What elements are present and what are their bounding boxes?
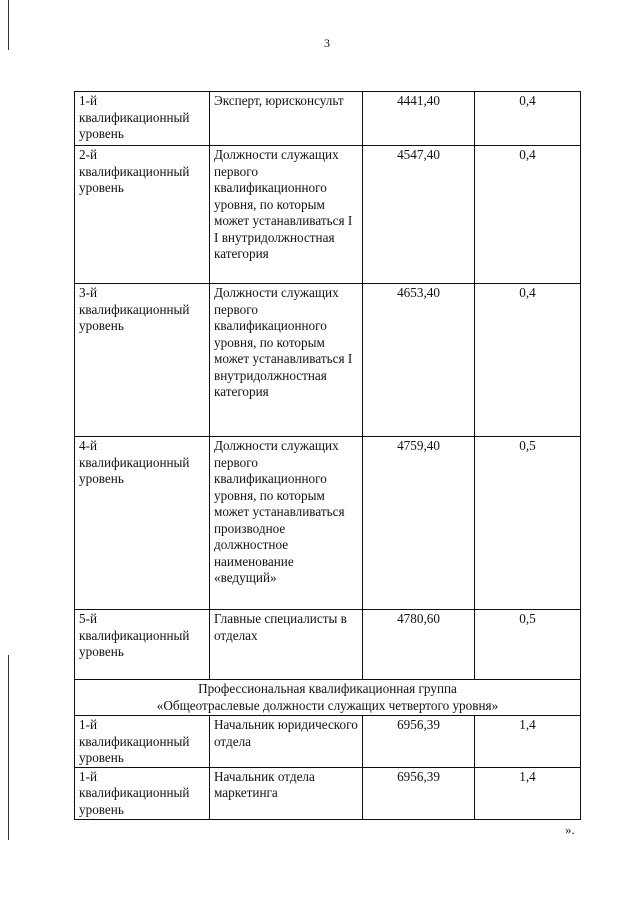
coefficient-cell: 0,5: [475, 437, 581, 610]
position-cell: Должности служащих первого квалификационного уровня, по которым может устанавливаться I I внутридолжностная категория: [210, 146, 363, 284]
amount-cell: 6956,39: [363, 767, 475, 819]
level-cell: 5-й квалификационный уровень: [75, 610, 210, 680]
amount-cell: 4547,40: [363, 146, 475, 284]
table-row: [75, 437, 581, 610]
coefficient-cell: 0,4: [475, 146, 581, 284]
closing-quote-mark: ».: [565, 822, 575, 837]
amount-cell: 4780,60: [363, 610, 475, 680]
amount-cell: 4653,40: [363, 284, 475, 437]
group-header-row: [75, 680, 581, 716]
table-row: [75, 284, 581, 437]
coefficient-cell: 0,4: [475, 284, 581, 437]
level-cell: 1-й квалификационный уровень: [75, 92, 210, 146]
table-row: [75, 146, 581, 284]
position-cell: Начальник отдела маркетинга: [210, 767, 363, 819]
coefficient-cell: 0,5: [475, 610, 581, 680]
table-row: [75, 767, 581, 819]
position-cell: Начальник юридического отдела: [210, 716, 363, 768]
coefficient-cell: 1,4: [475, 767, 581, 819]
page-number: 3: [324, 36, 330, 50]
scan-margin-line: [8, 655, 9, 840]
amount-cell: 6956,39: [363, 716, 475, 768]
coefficient-cell: 0,4: [475, 92, 581, 146]
group-header-line: Профессиональная квалификационная группа: [198, 681, 457, 696]
position-cell: Должности служащих первого квалификационного уровня, по которым может устанавливаться I внутридолжностная категория: [210, 284, 363, 437]
coefficient-cell: 1,4: [475, 716, 581, 768]
table-row: [75, 92, 581, 146]
qualification-table: [74, 91, 581, 820]
position-cell: Главные специалисты в отделах: [210, 610, 363, 680]
level-cell: 4-й квалификационный уровень: [75, 437, 210, 610]
level-cell: 3-й квалификационный уровень: [75, 284, 210, 437]
scan-margin-line: [8, 0, 9, 50]
table-row: [75, 610, 581, 680]
position-cell: Эксперт, юрисконсульт: [210, 92, 363, 146]
level-cell: 1-й квалификационный уровень: [75, 767, 210, 819]
table-row: [75, 716, 581, 768]
group-header-line: «Общеотраслевые должности служащих четвертого уровня»: [156, 697, 499, 713]
position-cell: Должности служащих первого квалификационного уровня, по которым может устанавливаться производное должностное наименование «ведущий»: [210, 437, 363, 610]
group-header: [75, 680, 581, 716]
amount-cell: 4441,40: [363, 92, 475, 146]
level-cell: 1-й квалификационный уровень: [75, 716, 210, 768]
amount-cell: 4759,40: [363, 437, 475, 610]
level-cell: 2-й квалификационный уровень: [75, 146, 210, 284]
